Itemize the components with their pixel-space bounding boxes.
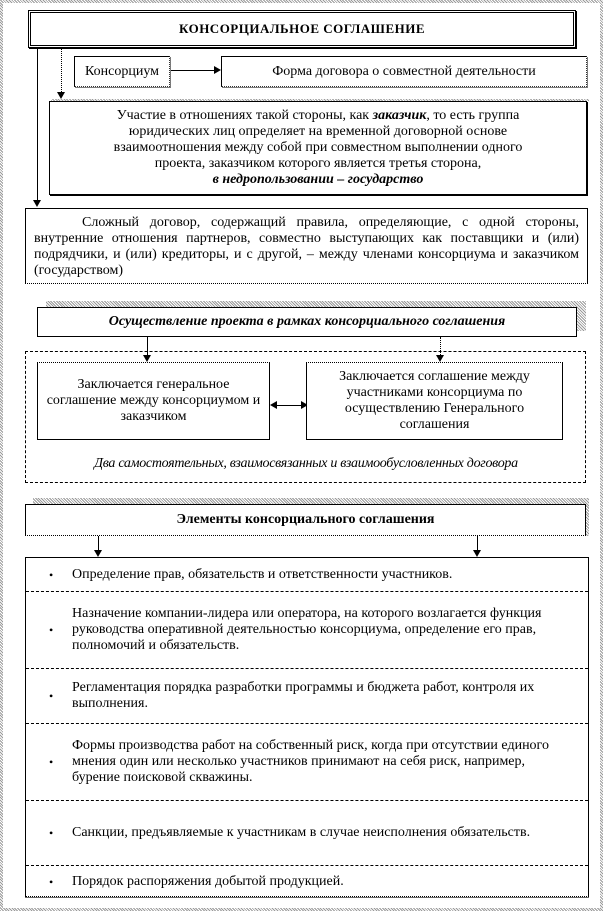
- arrow-left-icon: [270, 401, 277, 409]
- general-agreement-box: [37, 362, 270, 440]
- participation-text: Участие в отношениях такой стороны, как заказчик, то есть группа юридических лиц определяет на временной договорной основе взаимоотношения между собой при совместном выполнении одного проекта, заказчиком которого является третья сторона, в недропользовании – государство: [113, 108, 523, 187]
- form-box: [221, 56, 587, 87]
- general-agreement-text: Заключается генеральное соглашение между консорциумом и заказчиком: [46, 377, 261, 424]
- participation-box: [49, 101, 587, 195]
- connector-impl-right: [440, 337, 441, 357]
- connector-bidirectional: [276, 405, 302, 406]
- arrow-down-icon: [94, 550, 102, 557]
- contracts-caption: Два самостоятельных, взаимосвязанных и взаимообусловленных договора: [94, 456, 518, 471]
- elements-list: [25, 557, 589, 897]
- bullet-icon: •: [49, 567, 54, 582]
- complex-contract-text: Сложный договор, содержащий правила, определяющие, с одной стороны, внутренние отношения партнеров, совместно выступающих как поставщики и (или) подрядчики, и (или) кредиторы, и с другой, – между членами консорциума и заказчиком (государством): [34, 215, 579, 278]
- title-text: КОНСОРЦИАЛЬНОЕ СОГЛАШЕНИЕ: [178, 21, 426, 36]
- participants-agreement-box: [306, 362, 563, 440]
- connector-impl-left: [147, 337, 148, 357]
- elements-header-box: [25, 504, 586, 536]
- elements-header-text: Элементы консорциального соглашения: [176, 512, 435, 527]
- list-item: • Санкции, предъявляемые к участникам в случае неисполнения обязательств.: [49, 825, 531, 840]
- connector-title-left: [37, 48, 38, 202]
- bullet-icon: •: [49, 826, 54, 840]
- consortium-box: [74, 56, 170, 87]
- bullet-icon: •: [49, 755, 54, 769]
- arrow-down-icon: [436, 355, 444, 362]
- form-text: Форма договора о совместной деятельности: [272, 63, 536, 79]
- list-item: • Формы производства работ на собственный риск, когда при отсутствии единого мнения один или несколько участников принимают на себя риск, например, бурение поисковой скважины.: [49, 738, 549, 785]
- participants-agreement-text: Заключается соглашение между участниками консорциума по осуществлению Генерального соглашения: [339, 369, 530, 432]
- bullet-icon: •: [49, 623, 54, 637]
- list-item: • Порядок распоряжения добытой продукцией.: [49, 873, 344, 889]
- state-line: в недропользовании – государство: [212, 172, 424, 187]
- list-item: • Определение прав, обязательств и ответственности участников.: [49, 566, 453, 582]
- connector-elements-left: [98, 536, 99, 551]
- connector-title-dotted: [61, 48, 62, 94]
- bullet-icon: •: [49, 689, 54, 703]
- arrow-down-icon: [473, 550, 481, 557]
- bullet-icon: •: [49, 874, 54, 889]
- implementation-header-text: Осуществление проекта в рамках консорциального соглашения: [108, 314, 506, 329]
- arrow-right-icon: [214, 66, 221, 74]
- arrow-down-icon: [33, 200, 41, 207]
- complex-contract-box: [25, 208, 588, 284]
- connector-consortium-form: [171, 70, 217, 71]
- list-item: • Назначение компании-лидера или оператора, на которого возлагается функция руководства оперативной деятельностью консорциума, определение его прав, полномочий и обязательств.: [49, 606, 542, 653]
- emphasis-customer: заказчик: [372, 108, 427, 123]
- connector-elements-right: [477, 536, 478, 551]
- list-item: • Регламентация порядка разработки программы и бюджета работ, контроля их выполнения.: [49, 680, 535, 711]
- arrow-down-icon: [143, 355, 151, 362]
- arrow-down-icon: [57, 92, 65, 99]
- consortium-text: Консорциум: [84, 63, 159, 79]
- title-box: [28, 10, 576, 48]
- implementation-header-box: [37, 307, 577, 337]
